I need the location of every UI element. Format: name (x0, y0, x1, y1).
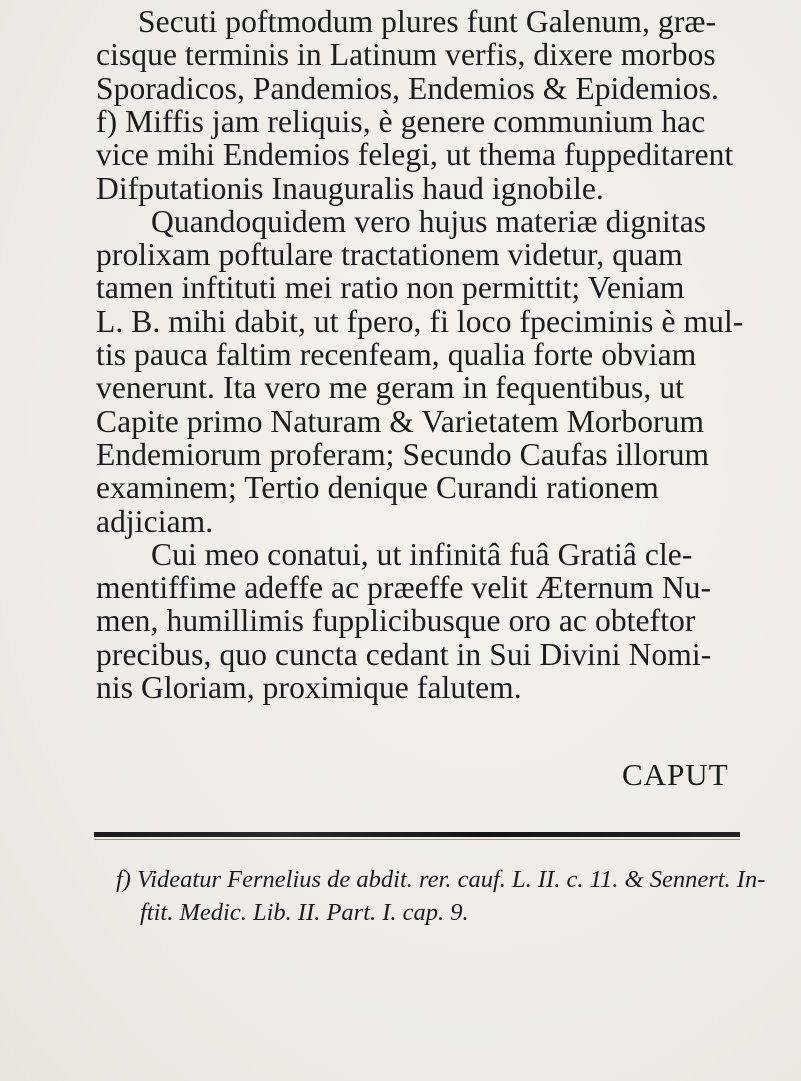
text-line-12: venerunt. Ita vero me geram in fequentibus, ut (96, 370, 685, 406)
horizontal-rule (94, 832, 740, 837)
text-line-13: Capite primo Naturam & Varietatem Morborum (96, 403, 705, 439)
text-line-11: tis pauca faltim recenfeam, qualia forte obviam (96, 337, 697, 372)
text-line-3: Sporadicos, Pandemios, Endemios & Epidemios. (96, 70, 719, 106)
text-line-6: Difputationis Inauguralis haud ignobile. (96, 170, 604, 206)
footnote-line-1: f) Videatur Fernelius de abdit. rer. cauf. L. II. c. 11. & Sennert. In- (116, 866, 766, 893)
text-line-1: Secuti poftmodum plures funt Galenum, græ- (138, 4, 717, 39)
catchword: CAPUT (622, 757, 729, 792)
text-line-18: mentiffime adeffe ac præeffe velit Æternum Nu- (96, 570, 712, 606)
text-line-19: men, humillimis fupplicibusque oro ac obteftor (96, 603, 696, 639)
text-line-7: Quandoquidem vero hujus materiæ dignitas (151, 203, 707, 239)
text-line-17: Cui meo conatui, ut infinitâ fuâ Gratiâ cle- (151, 536, 693, 572)
horizontal-rule-thin (94, 839, 740, 840)
text-line-16: adjiciam. (96, 503, 214, 539)
text-line-15: examinem; Tertio denique Curandi rationem (96, 470, 659, 506)
text-line-5: vice mihi Endemios felegi, ut thema fuppeditarent (96, 137, 734, 173)
text-line-10: L. B. mihi dabit, ut fpero, fi loco fpeciminis è mul- (96, 303, 744, 339)
text-line-8: prolixam poftulare tractationem videtur, quam (96, 237, 683, 273)
text-line-2: cisque terminis in Latinum verfis, dixere morbos (96, 37, 716, 73)
text-line-20: precibus, quo cuncta cedant in Sui Divini Nomi- (96, 636, 712, 672)
footnote-line-2: ftit. Medic. Lib. II. Part. I. cap. 9. (140, 899, 469, 926)
text-line-9: tamen inftituti mei ratio non permittit; Veniam (96, 270, 685, 306)
text-line-14: Endemiorum proferam; Secundo Caufas illorum (96, 436, 710, 472)
text-line-4: f) Miffis jam reliquis, è genere communium hac (96, 103, 706, 139)
text-line-21: nis Gloriam, proximique falutem. (96, 670, 522, 705)
